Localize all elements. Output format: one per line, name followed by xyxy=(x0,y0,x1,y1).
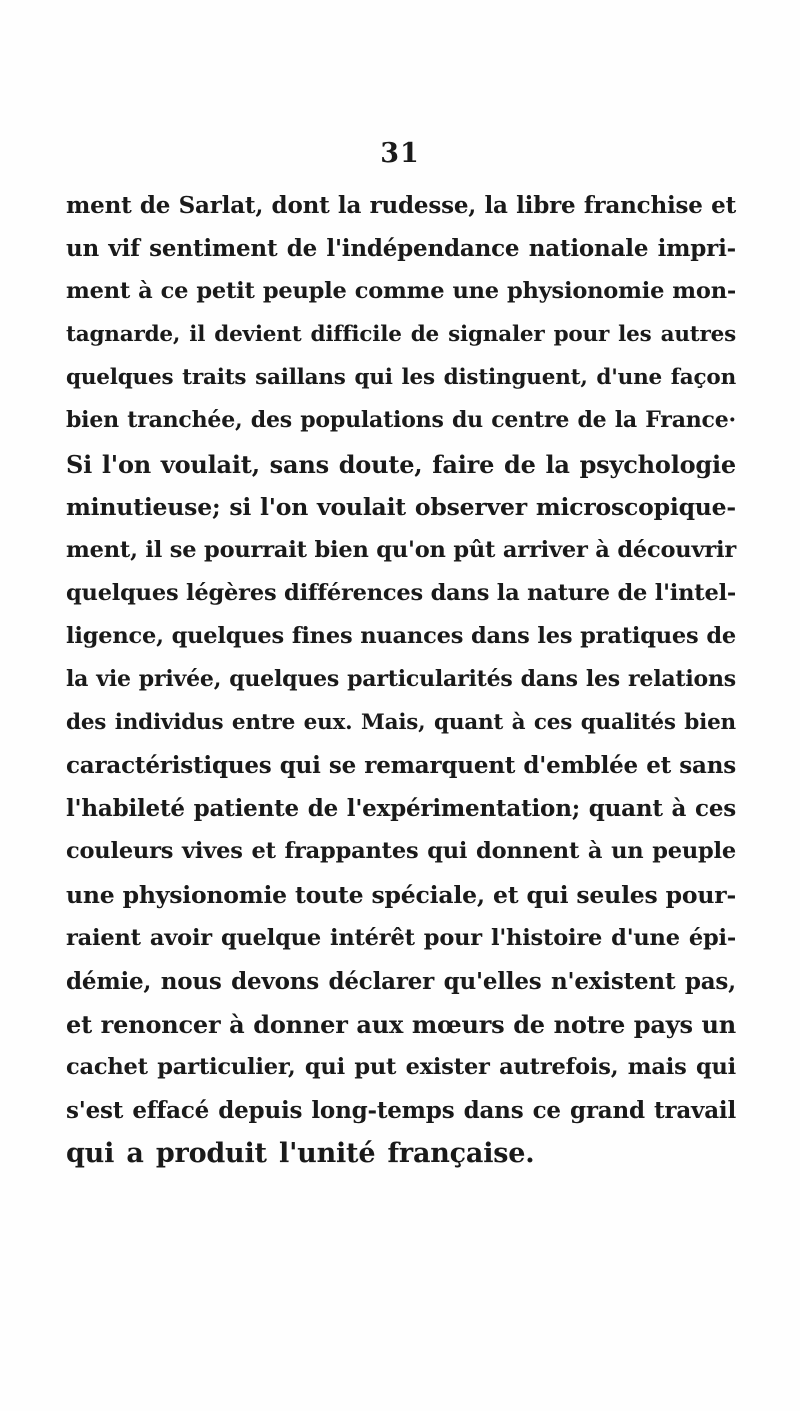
text-line: minutieuse; si l'on voulait observer microscopique- xyxy=(66,492,736,521)
text-line: raient avoir quelque intérêt pour l'histoire d'une épi- xyxy=(66,924,736,951)
text-line: et renoncer à donner aux mœurs de notre pays un xyxy=(66,1009,736,1039)
page-number: 31 xyxy=(380,138,420,169)
text-line: caractéristiques qui se remarquent d'emblée et sans xyxy=(66,752,736,780)
text-line: ment, il se pourrait bien qu'on pût arriver à découvrir xyxy=(66,536,736,563)
text-line: bien tranchée, des populations du centre de la France· xyxy=(66,407,736,434)
text-line: couleurs vives et frappantes qui donnent à un peuple xyxy=(66,838,736,865)
text-line: ment de Sarlat, dont la rudesse, la libre franchise et xyxy=(66,192,736,219)
text-line: des individus entre eux. Mais, quant à ces qualités bien xyxy=(66,710,736,736)
text-line: démie, nous devons déclarer qu'elles n'existent pas, xyxy=(66,967,736,995)
text-line: cachet particulier, qui put exister autrefois, mais qui xyxy=(66,1053,736,1080)
text-line: l'habileté patiente de l'expérimentation; quant à ces xyxy=(66,795,736,823)
text-line: Si l'on voulait, sans doute, faire de la psychologie xyxy=(66,449,736,479)
text-line: ment à ce petit peuple comme une physionomie mon- xyxy=(66,278,736,305)
text-line: quelques légères différences dans la nature de l'intel- xyxy=(66,579,737,606)
text-line: un vif sentiment de l'indépendance nationale impri- xyxy=(66,235,736,263)
text-line: qui a produit l'unité française. xyxy=(66,1138,535,1170)
text-line: la vie privée, quelques particularités dans les relations xyxy=(66,666,736,693)
text-line: tagnarde, il devient difficile de signaler pour les autres xyxy=(66,322,736,348)
text-line: s'est effacé depuis long-temps dans ce grand travail xyxy=(66,1096,736,1124)
body-paragraph xyxy=(66,184,736,1175)
text-line: ligence, quelques fines nuances dans les pratiques de xyxy=(66,622,736,649)
text-line: une physionomie toute spéciale, et qui seules pour- xyxy=(66,880,736,909)
text-line: quelques traits saillans qui les distinguent, d'une façon xyxy=(66,365,736,391)
